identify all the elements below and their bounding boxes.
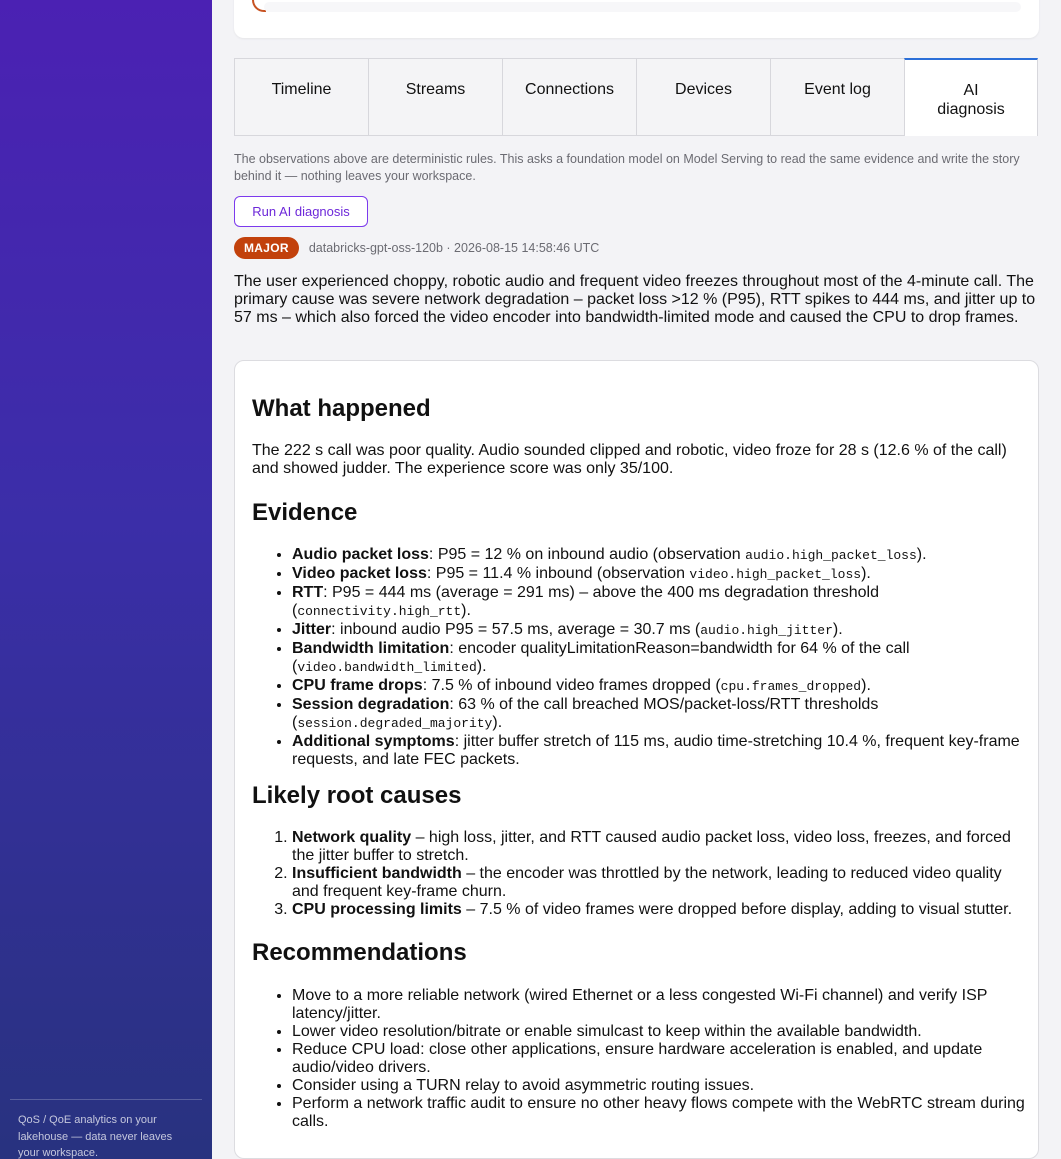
- model-and-timestamp: databricks-gpt-oss-120b · 2026-08-15 14:58:46 UTC: [308, 241, 600, 255]
- root-causes-heading: Likely root causes: [252, 782, 462, 809]
- root-causes-list: [292, 829, 1032, 919]
- evidence-item: • Session degradation: 63 % of the call breached MOS/packet‑loss/RTT thresholds (session.degraded_majority).: [292, 696, 1032, 733]
- recommendation-item: • Move to a more reliable network (wired Ethernet or a less congested Wi‑Fi channel) and verify ISP latency/jitter.: [292, 987, 1032, 1023]
- diagnosis-summary: The user experienced choppy, robotic audio and frequent video freezes throughout most of the 4‑minute call. The primary cause was severe network degradation – packet loss >12 % (P95), RTT spikes to 444 ms, and jitter up to 57 ms – which also forced the video encoder into bandwidth‑limited mode and caused the CPU to drop frames.: [234, 273, 1036, 326]
- sidebar-divider: [10, 1099, 202, 1100]
- evidence-item: • CPU frame drops: 7.5 % of inbound video frames dropped (cpu.frames_dropped).: [292, 677, 1032, 696]
- evidence-heading: Evidence: [252, 499, 358, 526]
- tab-devices[interactable]: Devices: [636, 58, 770, 136]
- main-content: [212, 0, 1061, 1159]
- run-ai-diagnosis-button[interactable]: Run AI diagnosis: [234, 196, 368, 227]
- tab-bar: [234, 58, 1039, 136]
- evidence-item: • Additional symptoms: jitter buffer stretch of 115 ms, audio time‑stretching 10.4 %, frequent key‑frame requests, and late FEC packets.: [292, 733, 1032, 769]
- evidence-item: • Jitter: inbound audio P95 = 57.5 ms, average = 30.7 ms (audio.high_jitter).: [292, 621, 1032, 640]
- tab-ai-diagnosis-label: AI diagnosis: [937, 82, 1005, 118]
- tab-streams[interactable]: Streams: [368, 58, 502, 136]
- what-happened-text: The 222 s call was poor quality. Audio sounded clipped and robotic, video froze for 28 s (12.6 % of the call) and showed judder. The experience score was only 35/100.: [252, 442, 1007, 477]
- recommendations-heading: Recommendations: [252, 939, 467, 966]
- sidebar: [0, 0, 212, 1159]
- recommendation-item: • Consider using a TURN relay to avoid asymmetric routing issues.: [292, 1077, 1032, 1095]
- tab-ai-diagnosis[interactable]: [904, 58, 1038, 136]
- evidence-list: [292, 546, 1032, 769]
- diagnosis-explanation: The observations above are deterministic rules. This asks a foundation model on Model Serving to read the same evidence and write the story behind it — nothing leaves your workspace.: [234, 152, 1020, 183]
- recommendations-list: [292, 987, 1032, 1131]
- evidence-item: • Audio packet loss: P95 = 12 % on inbound audio (observation audio.high_packet_loss).: [292, 546, 1032, 565]
- recommendation-item: • Reduce CPU load: close other applications, ensure hardware acceleration is enabled, and update audio/video drivers.: [292, 1041, 1032, 1077]
- tab-event-log[interactable]: Event log: [770, 58, 904, 136]
- tab-timeline[interactable]: Timeline: [234, 58, 368, 136]
- diagnosis-meta: [234, 237, 599, 259]
- evidence-item: • Bandwidth limitation: encoder qualityLimitationReason=bandwidth for 64 % of the call (video.bandwidth_limited).: [292, 640, 1032, 677]
- sidebar-footer-text: QoS / QoE analytics on your lakehouse — data never leaves your workspace.: [18, 1114, 173, 1159]
- what-happened-heading: What happened: [252, 395, 431, 422]
- tab-connections[interactable]: Connections: [502, 58, 636, 136]
- evidence-item: • Video packet loss: P95 = 11.4 % inbound (observation video.high_packet_loss).: [292, 565, 1032, 584]
- root-cause-item: 3. CPU processing limits – 7.5 % of video frames were dropped before display, adding to visual stutter.: [292, 901, 1032, 919]
- severity-badge: MAJOR: [234, 237, 299, 259]
- recommendation-item: • Perform a network traffic audit to ensure no other heavy flows compete with the WebRTC stream during calls.: [292, 1095, 1032, 1131]
- root-cause-item: 1. Network quality – high loss, jitter, and RTT caused audio packet loss, video loss, freezes, and forced the jitter buffer to stretch.: [292, 829, 1032, 865]
- top-card-track: [264, 2, 1021, 12]
- recommendation-item: • Lower video resolution/bitrate or enable simulcast to keep within the available bandwidth.: [292, 1023, 1032, 1041]
- diagnosis-report: [234, 360, 1039, 1159]
- root-cause-item: 2. Insufficient bandwidth – the encoder was throttled by the network, leading to reduced video quality and frequent key‑frame churn.: [292, 865, 1032, 901]
- top-card: [234, 0, 1039, 38]
- evidence-item: • RTT: P95 = 444 ms (average = 291 ms) – above the 400 ms degradation threshold (connectivity.high_rtt).: [292, 584, 1032, 621]
